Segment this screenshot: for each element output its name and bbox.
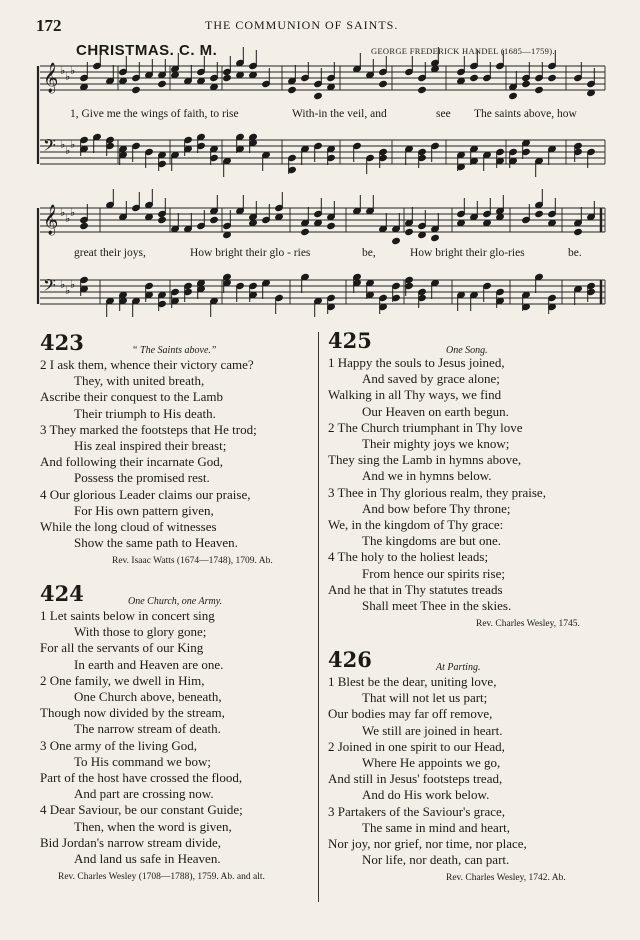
verse-line: 2 One family, we dwell in Him,	[40, 672, 205, 688]
verse-line: Shall meet Thee in the skies.	[362, 598, 512, 614]
verse-line: One Church above, beneath,	[74, 689, 222, 705]
verse-line: 2 Joined in one spirit to our Head,	[328, 738, 505, 754]
svg-text:♭: ♭	[65, 284, 71, 297]
hymn-number: 424	[40, 581, 84, 606]
verse-line: We, in the kingdom of Thy grace:	[328, 517, 504, 533]
verse-line: 1 Blest be the dear, uniting love,	[328, 674, 497, 689]
verse-line: 2 I ask them, whence their victory came?	[40, 357, 254, 372]
lyric-line-2e: be.	[568, 247, 582, 259]
verse-line: 1 Happy the souls to Jesus joined,	[328, 355, 505, 370]
svg-text:♭: ♭	[60, 206, 66, 219]
lyric-line-2d: How bright their glo-ries	[410, 247, 525, 259]
verse-line: And we in hymns below.	[362, 468, 492, 484]
treble-clef-icon: 𝄞	[43, 205, 59, 235]
verse-line: Where He appoints we go,	[362, 755, 501, 771]
hymn-verses	[328, 674, 633, 868]
verse-line: Our bodies may far off remove,	[328, 706, 493, 722]
treble-clef-icon: 𝄞	[43, 63, 59, 93]
verse-line: For His own pattern given,	[74, 502, 214, 518]
verse-line: The same in mind and heart,	[362, 819, 511, 835]
svg-text:♭: ♭	[70, 278, 76, 291]
svg-text:♭: ♭	[60, 64, 66, 77]
verse-line: And still in Jesus' footsteps tread,	[328, 771, 503, 787]
verse-line: The narrow stream of death.	[74, 721, 221, 737]
hymn-verses	[40, 357, 315, 551]
lyric-line-1c: see	[436, 108, 451, 120]
hymn-subtitle: One Church, one Army.	[128, 596, 223, 607]
verse-line: 3 They marked the footsteps that He trod;	[40, 421, 257, 437]
verse-line: Their triumph to His death.	[74, 405, 216, 421]
verse-line: Nor joy, nor grief, nor time, nor place,	[328, 836, 527, 852]
hymn-number: 423	[40, 330, 84, 355]
hymn-subtitle: One Song.	[446, 345, 488, 356]
verse-line: They, with united breath,	[74, 373, 205, 389]
column-divider	[318, 332, 319, 902]
verse-line: 2 The Church triumphant in Thy love	[328, 419, 523, 435]
svg-text:♭: ♭	[65, 212, 71, 225]
lyric-line-1a: 1, Give me the wings of faith, to rise	[70, 108, 239, 120]
tune-name: CHRISTMAS.	[76, 42, 175, 59]
verse-line: Their mighty joys we know;	[362, 436, 510, 452]
verse-line: 4 The holy to the holiest leads;	[328, 549, 489, 565]
hymn-subtitle: At Parting.	[436, 662, 481, 673]
verse-line: And land us safe in Heaven.	[74, 851, 221, 867]
verse-line: And following their incarnate God,	[40, 454, 224, 470]
hymn-number: 426	[328, 647, 372, 672]
bass-clef-icon: 𝄢	[43, 275, 56, 299]
svg-text:♭: ♭	[60, 138, 66, 151]
hymn-attribution: Rev. Charles Wesley (1708—1788), 1759. Ab. and alt.	[58, 872, 265, 883]
verse-line: Show the same path to Heaven.	[74, 535, 238, 551]
verse-line: Our Heaven on earth begun.	[362, 403, 509, 419]
hymn-attribution: Rev. Charles Wesley, 1745.	[476, 619, 580, 630]
running-title: THE COMMUNION OF SAINTS.	[205, 18, 399, 32]
verse-line: 4 Our glorious Leader claims our praise,	[40, 486, 251, 502]
lyric-line-2c: be,	[362, 247, 376, 259]
verse-line: Bid Jordan's narrow stream divide,	[40, 834, 222, 850]
verse-line: The kingdoms are but one.	[362, 533, 501, 549]
verse-line: For all the servants of our King	[40, 640, 204, 656]
hymn-424	[40, 581, 315, 885]
verse-line: Though now divided by the stream,	[40, 705, 225, 721]
tune-meter: C. M.	[179, 42, 218, 59]
hymn-attribution: Rev. Isaac Watts (1674—1748), 1709. Ab.	[112, 556, 273, 567]
composer-credit: GEORGE FREDERICK HANDEL (1685—1759).	[371, 46, 555, 56]
svg-text:♭: ♭	[70, 64, 76, 77]
verse-line: And saved by grace alone;	[362, 371, 500, 387]
svg-text:♭: ♭	[70, 206, 76, 219]
verse-line: 3 Thee in Thy glorious realm, they praise,	[328, 484, 546, 500]
verse-line: And part are crossing now.	[74, 786, 214, 802]
hymn-number: 425	[328, 328, 372, 353]
hymn-verses	[40, 608, 315, 867]
lyric-line-1d: The saints above, how	[474, 108, 577, 120]
verse-line: In earth and Heaven are one.	[74, 656, 224, 672]
hymn-attribution: Rev. Charles Wesley, 1742. Ab.	[446, 873, 566, 884]
svg-text:♭: ♭	[65, 70, 71, 83]
verse-line: Part of the host have crossed the flood,	[40, 770, 243, 786]
verse-line: We still are joined in heart.	[362, 722, 503, 738]
verse-line: 4 Dear Saviour, be our constant Guide;	[40, 802, 243, 818]
hymn-423	[40, 330, 315, 570]
verse-line: 1 Let saints below in concert sing	[40, 608, 215, 623]
page-number: 172	[36, 16, 62, 35]
verse-line: And do His work below.	[362, 787, 490, 803]
verse-line: Nor life, nor death, can part.	[362, 852, 510, 868]
verse-line: To His command we bow;	[74, 753, 212, 769]
verse-line: Possess the promised rest.	[74, 470, 210, 486]
bass-clef-icon: 𝄢	[43, 135, 56, 159]
verse-line: 3 Partakers of the Saviour's grace,	[328, 803, 506, 819]
verse-line: Walking in all Thy ways, we find	[328, 387, 502, 403]
verse-line: Then, when the word is given,	[74, 818, 232, 834]
lyric-line-2a: great their joys,	[74, 247, 146, 259]
verse-line: While the long cloud of witnesses	[40, 519, 217, 535]
hymn-426	[328, 647, 633, 887]
svg-text:♭: ♭	[65, 144, 71, 157]
lyric-line-1b: With-in the veil, and	[292, 108, 387, 120]
verse-line: With those to glory gone;	[74, 624, 207, 640]
verse-line: And bow before Thy throne;	[362, 500, 511, 516]
hymn-verses	[328, 355, 633, 614]
verse-line: They sing the Lamb in hymns above,	[328, 452, 522, 468]
verse-line: That will not let us part;	[362, 690, 488, 706]
verse-line: From hence our spirits rise;	[362, 565, 505, 581]
svg-text:♭: ♭	[60, 278, 66, 291]
lyric-line-2b: How bright their glo - ries	[190, 247, 311, 259]
music-score	[0, 0, 640, 320]
verse-line: Ascribe their conquest to the Lamb	[40, 389, 224, 405]
verse-line: And he that in Thy statutes treads	[328, 581, 503, 597]
svg-text:♭: ♭	[70, 138, 76, 151]
verse-line: His zeal inspired their breast;	[74, 438, 227, 454]
hymn-425	[328, 328, 633, 632]
verse-line: 3 One army of the living God,	[40, 737, 198, 753]
hymn-subtitle: “ The Saints above.”	[132, 345, 217, 356]
